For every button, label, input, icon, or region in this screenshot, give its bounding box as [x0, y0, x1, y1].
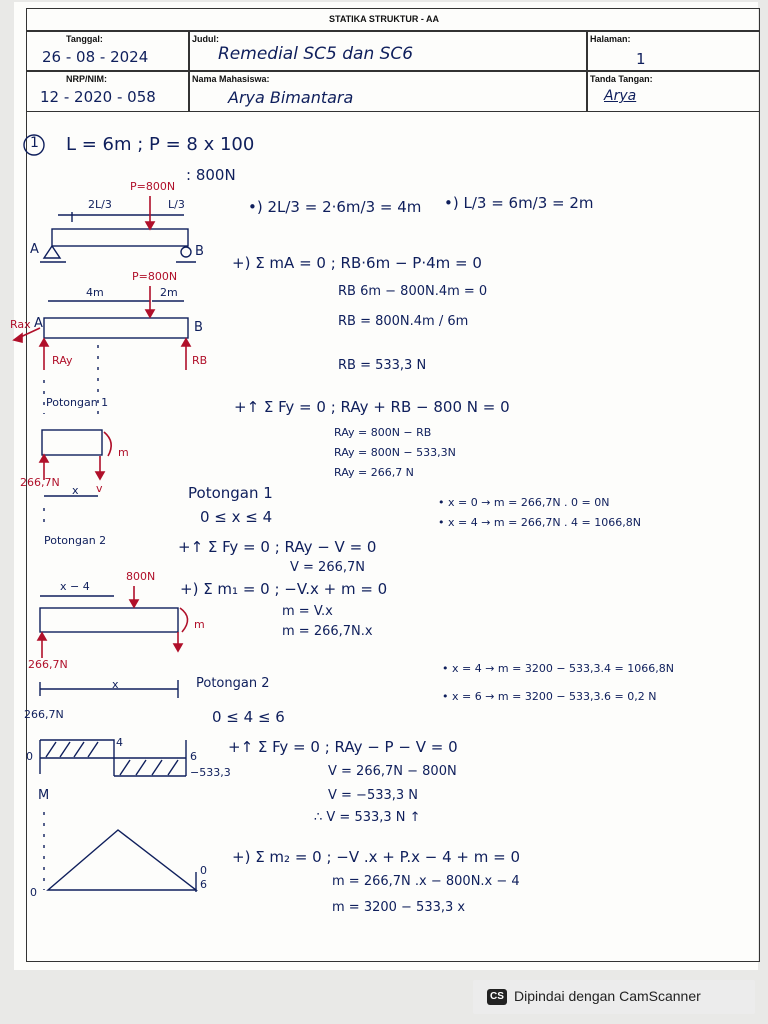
dim-l3-label: L/3 — [168, 198, 185, 211]
arrowhead — [182, 339, 190, 346]
halaman-label: Halaman: — [590, 34, 631, 44]
cut-2-eq-5: +) Σ m₂ = 0 ; −V .x + P.x − 4 + m = 0 — [232, 848, 521, 866]
vert-eq-4: RAy = 266,7 N — [334, 466, 414, 479]
cut-2-eq-2: V = 266,7N − 800N — [328, 764, 457, 779]
calc-l3: •) L/3 = 6m/3 = 2m — [444, 194, 594, 212]
moment-eq-3: RB = 800N.4m / 6m — [338, 314, 469, 329]
judul-label: Judul: — [192, 34, 219, 44]
nrp-value: 12 - 2020 - 058 — [40, 88, 156, 106]
vert-eq-3: RAy = 800N − 533,3N — [334, 446, 456, 459]
sfd-zero: 0 — [26, 750, 33, 763]
hatch — [120, 760, 130, 775]
judul-value: Remedial SC5 dan SC6 — [218, 44, 414, 64]
load-p-label-2: P=800N — [132, 270, 178, 283]
load-p-label-1: P=800N — [130, 180, 176, 193]
fbd-2-force-label: 266,7N — [28, 658, 68, 671]
fbd-1-moment-label: m — [118, 446, 129, 459]
support-b-label: B — [195, 244, 204, 259]
hatch — [46, 742, 56, 757]
cut-2-eq-6: m = 266,7N .x − 800N.x − 4 — [332, 874, 520, 889]
moment-eq-2: RB 6m − 800N.4m = 0 — [338, 284, 488, 299]
bmd-end-top: 0 — [200, 864, 207, 877]
cut-1-title: Potongan 1 — [188, 484, 273, 502]
calc-2l3: •) 2L/3 = 2·6m/3 = 4m — [248, 198, 422, 216]
dim-2l3-label: 2L/3 — [88, 198, 112, 211]
cut-2-result-2: • x = 6 → m = 3200 − 533,3.6 = 0,2 N — [442, 690, 657, 703]
arrowhead — [130, 600, 138, 607]
fbd-2-load-label: 800N — [126, 570, 156, 583]
fbd-1-segment — [42, 430, 102, 455]
moment-eq-4: RB = 533,3 N — [338, 358, 427, 373]
camscanner-text: Dipindai dengan CamScanner — [514, 988, 701, 1004]
hatch — [168, 760, 178, 775]
cut-2-title: Potongan 2 — [196, 676, 270, 691]
hatch — [136, 760, 146, 775]
nama-value: Arya Bimantara — [228, 88, 354, 107]
fbd-1-force-label: 266,7N — [20, 476, 60, 489]
hatch — [74, 742, 84, 757]
bmd-label: M — [38, 788, 50, 803]
ttd-label: Tanda Tangan: — [590, 74, 653, 84]
cut-1-eq-5: m = 266,7N.x — [282, 624, 373, 639]
beam-2-a-label: A — [34, 316, 43, 331]
bmd-triangle — [48, 830, 196, 890]
camscanner-logo-icon: CS — [487, 989, 507, 1005]
roller-support-b — [181, 247, 191, 257]
beam-2 — [44, 318, 188, 338]
cut-1-eq-4: m = V.x — [282, 604, 333, 619]
reaction-rb-label: RB — [192, 354, 208, 367]
cut-2-eq-7: m = 3200 − 533,3 x — [332, 900, 466, 915]
cut-2-result-1: • x = 4 → m = 3200 − 533,3.4 = 1066,8N — [442, 662, 674, 675]
reaction-ray-label: RAy — [52, 354, 73, 367]
sfd-end: 6 — [190, 750, 197, 763]
beam-2-b-label: B — [194, 320, 203, 335]
signature: Arya — [604, 88, 637, 104]
nrp-label: NRP/NIM: — [66, 74, 107, 84]
vert-eq-2: RAy = 800N − RB — [334, 426, 432, 439]
fbd-2-segment — [40, 608, 178, 632]
cut-2-range: 0 ≤ 4 ≤ 6 — [212, 708, 285, 726]
cut-2-eq-3: V = −533,3 N — [328, 788, 419, 803]
dim-2m-label: 2m — [160, 286, 178, 299]
sfd-negative: −533,3 — [190, 766, 231, 779]
hatch — [88, 742, 98, 757]
cut-1-range: 0 ≤ x ≤ 4 — [200, 508, 273, 526]
arrowhead — [146, 310, 154, 317]
cut-1-result-2: • x = 4 → m = 266,7N . 4 = 1066,8N — [438, 516, 641, 529]
halaman-value: 1 — [636, 50, 646, 68]
fbd-1-x-label: x — [72, 484, 79, 497]
bmd-end-bottom: 6 — [200, 878, 207, 891]
fbd-2-moment — [180, 608, 188, 632]
cut-1-eq-1: +↑ Σ Fy = 0 ; RAy − V = 0 — [178, 538, 377, 556]
fbd-2-moment-label: m — [194, 618, 205, 631]
cut-1-eq-2: V = 266,7N — [290, 560, 365, 575]
vert-eq-1: +↑ Σ Fy = 0 ; RAy + RB − 800 N = 0 — [234, 398, 510, 416]
support-a-label: A — [30, 242, 39, 257]
fbd-2-dim-label: x − 4 — [60, 580, 90, 593]
sfd-left-value: 266,7N — [24, 708, 64, 721]
arrowhead — [146, 222, 154, 229]
sheet-title: STATIKA STRUKTUR - AA — [329, 14, 439, 24]
given-line-1: L = 6m ; P = 8 x 100 — [66, 134, 255, 155]
cut-2-eq-1: +↑ Σ Fy = 0 ; RAy − P − V = 0 — [228, 738, 458, 756]
nama-label: Nama Mahasiswa: — [192, 74, 270, 84]
cut-2-eq-4: ∴ V = 533,3 N ↑ — [314, 810, 421, 825]
dim-x-label: x — [112, 678, 119, 691]
beam-1 — [52, 229, 188, 246]
fbd-1-v-label: v — [96, 482, 103, 495]
cut-1-label: Potongan 1 — [46, 396, 109, 409]
fbd-1-moment — [104, 432, 111, 456]
problem-number: 1 — [30, 135, 39, 151]
cut-2-label: Potongan 2 — [44, 534, 107, 547]
tanggal-label: Tanggal: — [66, 34, 103, 44]
arrowhead — [40, 339, 48, 346]
arrowhead — [174, 644, 182, 651]
cut-1-result-1: • x = 0 → m = 266,7N . 0 = 0N — [438, 496, 610, 509]
arrowhead — [14, 334, 22, 342]
bmd-zero: 0 — [30, 886, 37, 899]
sfd-mid: 4 — [116, 736, 123, 749]
arrowhead — [40, 455, 48, 462]
reaction-rax-label: Rax — [10, 318, 31, 331]
cut-1-eq-3: +) Σ m₁ = 0 ; −V.x + m = 0 — [180, 580, 388, 598]
hatch — [60, 742, 70, 757]
moment-eq-1: +) Σ mA = 0 ; RB·6m − P·4m = 0 — [232, 254, 482, 272]
pin-support-a — [44, 246, 60, 258]
arrowhead — [96, 472, 104, 479]
tanggal-value: 26 - 08 - 2024 — [42, 48, 149, 66]
hatch — [152, 760, 162, 775]
arrowhead — [38, 633, 46, 640]
dim-4m-label: 4m — [86, 286, 104, 299]
given-line-2: : 800N — [186, 166, 236, 184]
